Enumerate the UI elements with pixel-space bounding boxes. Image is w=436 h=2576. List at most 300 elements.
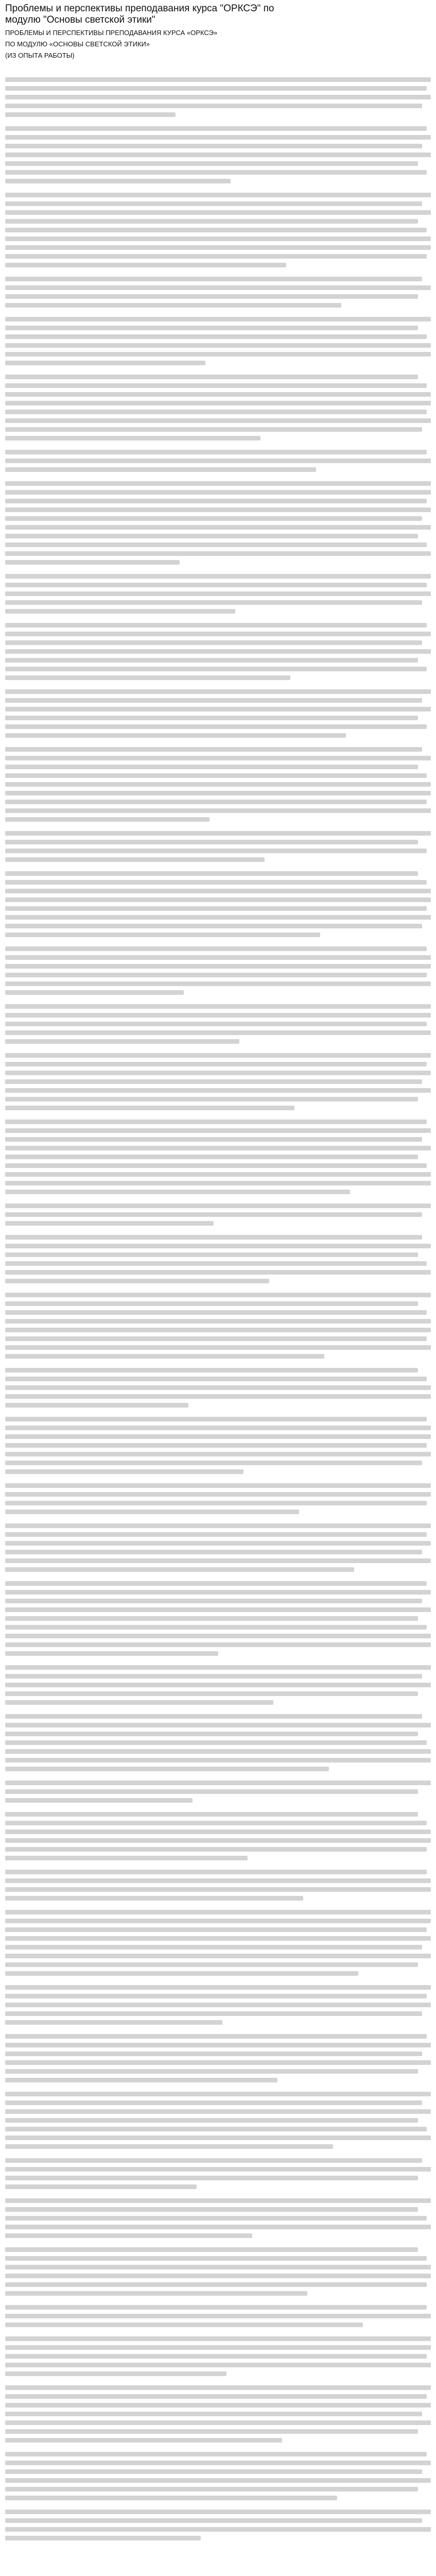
text-line-placeholder (5, 849, 427, 853)
text-line-placeholder (5, 490, 431, 495)
text-line-placeholder (5, 1097, 418, 1101)
text-line-placeholder (5, 1651, 218, 1656)
text-line-placeholder (5, 152, 431, 157)
text-line-placeholder (5, 689, 431, 694)
text-line-placeholder (5, 1163, 427, 1168)
paragraph-placeholder (5, 1120, 431, 1194)
text-line-placeholder (5, 1403, 188, 1408)
text-line-placeholder (5, 1607, 431, 1612)
text-line-placeholder (5, 1354, 324, 1359)
text-line-placeholder (5, 2420, 431, 2425)
text-line-placeholder (5, 2167, 431, 2172)
text-line-placeholder (5, 2274, 431, 2278)
text-line-placeholder (5, 481, 431, 486)
text-line-placeholder (5, 2394, 427, 2399)
text-line-placeholder (5, 2225, 431, 2229)
text-line-placeholder (5, 1962, 418, 1967)
text-line-placeholder (5, 1221, 214, 1226)
text-line-placeholder (5, 1812, 418, 1817)
text-line-placeholder (5, 361, 205, 365)
paragraph-placeholder (5, 193, 431, 267)
paragraph-placeholder (5, 481, 431, 565)
text-line-placeholder (5, 698, 422, 703)
text-line-placeholder (5, 1212, 422, 1217)
text-line-placeholder (5, 2403, 431, 2408)
text-line-placeholder (5, 1368, 418, 1372)
text-line-placeholder (5, 135, 431, 140)
text-line-placeholder (5, 773, 427, 778)
text-line-placeholder (5, 1878, 431, 1883)
text-line-placeholder (5, 2429, 418, 2434)
text-line-placeholder (5, 2536, 201, 2540)
text-line-placeholder (5, 990, 184, 995)
text-line-placeholder (5, 2100, 422, 2105)
text-line-placeholder (5, 254, 427, 259)
text-line-placeholder (5, 77, 431, 82)
paragraph-placeholder (5, 277, 431, 308)
text-line-placeholder (5, 2207, 418, 2212)
text-line-placeholder (5, 392, 431, 397)
text-line-placeholder (5, 2052, 422, 2056)
text-line-placeholder (5, 2282, 427, 2287)
text-line-placeholder (5, 507, 431, 512)
text-line-placeholder (5, 2345, 431, 2350)
text-line-placeholder (5, 1310, 427, 1315)
text-line-placeholder (5, 2469, 422, 2474)
text-line-placeholder (5, 303, 341, 308)
paragraph-placeholder (5, 2247, 431, 2296)
text-line-placeholder (5, 1172, 431, 1177)
text-line-placeholder (5, 2265, 431, 2269)
text-line-placeholder (5, 1244, 431, 1248)
text-line-placeholder (5, 906, 427, 911)
text-line-placeholder (5, 2216, 427, 2221)
text-line-placeholder (5, 981, 431, 986)
paragraph-placeholder (5, 831, 431, 862)
paragraph-placeholder (5, 2198, 431, 2238)
text-line-placeholder (5, 1789, 418, 1794)
paragraph-placeholder (5, 1714, 431, 1771)
text-line-placeholder (5, 170, 427, 175)
text-line-placeholder (5, 1235, 422, 1240)
text-line-placeholder (5, 1030, 431, 1035)
paragraph-placeholder (5, 2510, 431, 2540)
paragraph-placeholder (5, 1235, 431, 1283)
text-line-placeholder (5, 383, 427, 388)
text-line-placeholder (5, 1625, 427, 1630)
paragraph-placeholder (5, 2452, 431, 2500)
text-line-placeholder (5, 1279, 269, 1283)
paragraph-placeholder (5, 747, 431, 822)
text-line-placeholder (5, 534, 418, 538)
document-title: Проблемы и перспективы преподавания курса "ОРКСЭ" по модулю "Основы светской этики" (5, 3, 274, 25)
text-line-placeholder (5, 2092, 431, 2096)
text-line-placeholder (5, 95, 431, 99)
text-line-placeholder (5, 1106, 294, 1110)
text-line-placeholder (5, 2136, 431, 2140)
text-line-placeholder (5, 1590, 431, 1595)
text-line-placeholder (5, 144, 422, 148)
text-line-placeholder (5, 1558, 431, 1563)
text-line-placeholder (5, 2323, 363, 2327)
text-line-placeholder (5, 1838, 431, 1843)
text-line-placeholder (5, 343, 431, 348)
text-line-placeholder (5, 765, 418, 769)
paragraph-placeholder (5, 1004, 431, 1044)
text-line-placeholder (5, 1319, 431, 1324)
document-subtitle-line: ПО МОДУЛЮ «ОСНОВЫ СВЕТСКОЙ ЭТИКИ» (5, 40, 150, 48)
text-line-placeholder (5, 924, 422, 928)
text-line-placeholder (5, 2478, 431, 2483)
paragraph-placeholder (5, 1985, 431, 2025)
text-line-placeholder (5, 1039, 239, 1044)
text-line-placeholder (5, 2461, 431, 2465)
text-line-placeholder (5, 1581, 427, 1586)
paragraph-placeholder (5, 450, 431, 472)
text-line-placeholder (5, 871, 418, 876)
text-line-placeholder (5, 1336, 427, 1341)
text-line-placeholder (5, 112, 176, 117)
text-line-placeholder (5, 201, 422, 206)
text-line-placeholder (5, 1616, 418, 1621)
text-line-placeholder (5, 915, 431, 920)
text-line-placeholder (5, 2487, 418, 2492)
paragraph-placeholder (5, 689, 431, 738)
text-line-placeholder (5, 897, 431, 902)
text-line-placeholder (5, 401, 431, 405)
text-line-placeholder (5, 2043, 431, 2047)
text-line-placeholder (5, 1927, 427, 1932)
paragraph-placeholder (5, 1581, 431, 1656)
paragraph-placeholder (5, 1368, 431, 1408)
text-line-placeholder (5, 1767, 329, 1771)
text-line-placeholder (5, 1665, 431, 1670)
paragraph-placeholder (5, 1417, 431, 1474)
text-line-placeholder (5, 1599, 422, 1603)
text-line-placeholder (5, 516, 422, 521)
text-line-placeholder (5, 245, 431, 250)
text-line-placeholder (5, 179, 231, 183)
text-line-placeholder (5, 600, 422, 605)
text-line-placeholder (5, 1740, 427, 1745)
text-line-placeholder (5, 1394, 431, 1399)
text-line-placeholder (5, 1954, 431, 1958)
paragraph-placeholder (5, 1812, 431, 1860)
text-line-placeholder (5, 808, 431, 813)
text-line-placeholder (5, 1781, 431, 1785)
text-line-placeholder (5, 277, 422, 281)
text-line-placeholder (5, 955, 431, 960)
text-line-placeholder (5, 1417, 427, 1421)
text-line-placeholder (5, 1700, 273, 1705)
text-line-placeholder (5, 1328, 431, 1332)
paragraph-placeholder (5, 2305, 431, 2327)
text-line-placeholder (5, 2118, 418, 2123)
text-line-placeholder (5, 817, 210, 822)
text-line-placeholder (5, 2233, 252, 2238)
paragraph-placeholder (5, 1204, 431, 1226)
text-line-placeholder (5, 1301, 418, 1306)
text-line-placeholder (5, 1088, 431, 1093)
text-line-placeholder (5, 2069, 418, 2074)
text-line-placeholder (5, 2496, 337, 2500)
text-line-placeholder (5, 747, 422, 752)
text-line-placeholder (5, 2034, 427, 2039)
text-line-placeholder (5, 1190, 350, 1194)
text-line-placeholder (5, 609, 235, 614)
text-line-placeholder (5, 228, 427, 232)
paragraph-placeholder (5, 1781, 431, 1803)
text-line-placeholder (5, 1532, 427, 1537)
text-line-placeholder (5, 1434, 431, 1439)
text-line-placeholder (5, 800, 427, 804)
text-line-placeholder (5, 1994, 427, 1998)
text-line-placeholder (5, 1758, 431, 1762)
text-line-placeholder (5, 632, 431, 636)
text-line-placeholder (5, 1013, 431, 1018)
text-line-placeholder (5, 1567, 354, 1572)
text-line-placeholder (5, 1749, 431, 1754)
text-line-placeholder (5, 675, 290, 680)
text-line-placeholder (5, 1550, 422, 1554)
text-line-placeholder (5, 1870, 427, 1874)
text-line-placeholder (5, 436, 260, 440)
paragraph-placeholder (5, 871, 431, 937)
paragraph-placeholder (5, 2092, 431, 2149)
paragraph-placeholder (5, 2158, 431, 2189)
text-line-placeholder (5, 707, 431, 711)
text-line-placeholder (5, 317, 431, 321)
text-line-placeholder (5, 649, 431, 654)
text-line-placeholder (5, 973, 427, 977)
text-line-placeholder (5, 410, 427, 414)
text-line-placeholder (5, 2020, 222, 2025)
text-line-placeholder (5, 733, 346, 738)
paragraph-placeholder (5, 1910, 431, 1976)
paragraph-placeholder (5, 375, 431, 440)
text-line-placeholder (5, 964, 431, 969)
text-line-placeholder (5, 126, 427, 131)
text-line-placeholder (5, 1856, 248, 1860)
paragraph-placeholder (5, 317, 431, 365)
text-line-placeholder (5, 1510, 299, 1514)
text-line-placeholder (5, 724, 427, 729)
text-line-placeholder (5, 210, 431, 215)
text-line-placeholder (5, 1674, 422, 1679)
text-line-placeholder (5, 2518, 422, 2523)
text-line-placeholder (5, 2371, 226, 2376)
text-line-placeholder (5, 1345, 431, 1350)
text-line-placeholder (5, 1062, 427, 1066)
text-line-placeholder (5, 86, 427, 91)
text-line-placeholder (5, 2314, 431, 2318)
paragraph-placeholder (5, 623, 431, 680)
document-subtitle-line: (ИЗ ОПЫТА РАБОТЫ) (5, 52, 75, 59)
text-line-placeholder (5, 2354, 427, 2359)
text-line-placeholder (5, 1887, 431, 1892)
text-line-placeholder (5, 219, 418, 224)
paragraph-placeholder (5, 126, 431, 183)
text-line-placeholder (5, 1155, 418, 1159)
text-line-placeholder (5, 716, 418, 720)
paragraph-placeholder (5, 1870, 431, 1901)
text-line-placeholder (5, 1642, 431, 1647)
text-line-placeholder (5, 1079, 422, 1084)
text-line-placeholder (5, 2412, 422, 2416)
text-line-placeholder (5, 236, 431, 241)
text-line-placeholder (5, 840, 418, 844)
text-line-placeholder (5, 1483, 431, 1488)
text-line-placeholder (5, 756, 431, 760)
text-line-placeholder (5, 1469, 243, 1474)
paragraph-placeholder (5, 1293, 431, 1359)
text-line-placeholder (5, 560, 180, 565)
text-line-placeholder (5, 640, 422, 645)
text-line-placeholder (5, 1945, 422, 1950)
text-line-placeholder (5, 104, 422, 108)
text-line-placeholder (5, 1293, 431, 1297)
text-line-placeholder (5, 946, 427, 951)
paragraph-placeholder (5, 2336, 431, 2376)
text-line-placeholder (5, 1452, 431, 1456)
text-line-placeholder (5, 1053, 431, 1058)
paragraph-placeholder (5, 77, 431, 117)
text-line-placeholder (5, 2256, 427, 2261)
document-body (5, 77, 431, 2540)
text-line-placeholder (5, 1936, 431, 1941)
text-line-placeholder (5, 880, 427, 885)
text-line-placeholder (5, 1385, 431, 1390)
text-line-placeholder (5, 831, 431, 836)
text-line-placeholder (5, 1270, 431, 1275)
text-line-placeholder (5, 1120, 427, 1124)
text-line-placeholder (5, 2003, 431, 2007)
text-line-placeholder (5, 1146, 431, 1150)
text-line-placeholder (5, 1377, 427, 1381)
text-line-placeholder (5, 1714, 422, 1719)
text-line-placeholder (5, 1128, 431, 1133)
document-subtitle-line: ПРОБЛЕМЫ И ПЕРСПЕКТИВЫ ПРЕПОДАВАНИЯ КУРСА «ОРКСЭ» (5, 29, 218, 37)
text-line-placeholder (5, 1847, 427, 1852)
text-line-placeholder (5, 375, 418, 379)
text-line-placeholder (5, 658, 418, 663)
text-line-placeholder (5, 933, 320, 937)
text-line-placeholder (5, 2452, 427, 2456)
text-line-placeholder (5, 2247, 418, 2252)
text-line-placeholder (5, 2305, 427, 2310)
text-line-placeholder (5, 2078, 277, 2082)
text-line-placeholder (5, 2184, 197, 2189)
text-line-placeholder (5, 2198, 431, 2203)
paragraph-placeholder (5, 1523, 431, 1572)
text-line-placeholder (5, 499, 427, 503)
paragraph-placeholder (5, 574, 431, 614)
paragraph-placeholder (5, 2034, 431, 2082)
text-line-placeholder (5, 2336, 431, 2341)
text-line-placeholder (5, 1691, 418, 1696)
text-line-placeholder (5, 667, 427, 671)
text-line-placeholder (5, 1443, 427, 1448)
text-line-placeholder (5, 583, 427, 587)
text-line-placeholder (5, 193, 431, 197)
text-line-placeholder (5, 1137, 422, 1142)
text-line-placeholder (5, 1732, 418, 1736)
text-line-placeholder (5, 352, 431, 357)
text-line-placeholder (5, 791, 431, 795)
text-line-placeholder (5, 2144, 333, 2149)
paragraph-placeholder (5, 1665, 431, 1705)
text-line-placeholder (5, 1252, 418, 1257)
text-line-placeholder (5, 2385, 431, 2390)
text-line-placeholder (5, 782, 431, 787)
text-line-placeholder (5, 459, 431, 463)
text-line-placeholder (5, 467, 316, 472)
text-line-placeholder (5, 1541, 431, 1546)
text-line-placeholder (5, 591, 431, 596)
text-line-placeholder (5, 1071, 431, 1075)
text-line-placeholder (5, 334, 427, 339)
text-line-placeholder (5, 2291, 307, 2296)
text-line-placeholder (5, 574, 431, 579)
text-line-placeholder (5, 1634, 431, 1638)
text-line-placeholder (5, 1022, 427, 1026)
text-line-placeholder (5, 1501, 427, 1505)
text-line-placeholder (5, 623, 427, 628)
text-line-placeholder (5, 326, 418, 330)
text-line-placeholder (5, 1181, 431, 1185)
text-line-placeholder (5, 525, 431, 530)
text-line-placeholder (5, 543, 427, 547)
text-line-placeholder (5, 1683, 431, 1687)
text-line-placeholder (5, 2438, 282, 2443)
paragraph-placeholder (5, 1053, 431, 1110)
text-line-placeholder (5, 418, 431, 423)
text-line-placeholder (5, 2109, 431, 2114)
text-line-placeholder (5, 2527, 431, 2532)
text-line-placeholder (5, 1204, 431, 1208)
text-line-placeholder (5, 1971, 358, 1976)
text-line-placeholder (5, 2510, 431, 2514)
text-line-placeholder (5, 1461, 422, 1465)
text-line-placeholder (5, 427, 422, 432)
paragraph-placeholder (5, 1483, 431, 1514)
text-line-placeholder (5, 1985, 431, 1990)
text-line-placeholder (5, 294, 418, 299)
text-line-placeholder (5, 450, 427, 454)
text-line-placeholder (5, 1004, 431, 1009)
text-line-placeholder (5, 1261, 427, 1266)
text-line-placeholder (5, 889, 431, 893)
text-line-placeholder (5, 1492, 431, 1497)
text-line-placeholder (5, 1896, 303, 1901)
text-line-placeholder (5, 2011, 422, 2016)
text-line-placeholder (5, 1723, 431, 1727)
text-line-placeholder (5, 1919, 431, 1923)
text-line-placeholder (5, 2127, 427, 2131)
text-line-placeholder (5, 857, 265, 862)
text-line-placeholder (5, 2363, 431, 2367)
text-line-placeholder (5, 2158, 422, 2163)
text-line-placeholder (5, 1426, 431, 1430)
text-line-placeholder (5, 1829, 431, 1834)
text-line-placeholder (5, 551, 431, 556)
text-line-placeholder (5, 1821, 427, 1825)
paragraph-placeholder (5, 946, 431, 995)
text-line-placeholder (5, 1798, 193, 1803)
text-line-placeholder (5, 285, 431, 290)
text-line-placeholder (5, 2176, 418, 2180)
text-line-placeholder (5, 2060, 431, 2065)
